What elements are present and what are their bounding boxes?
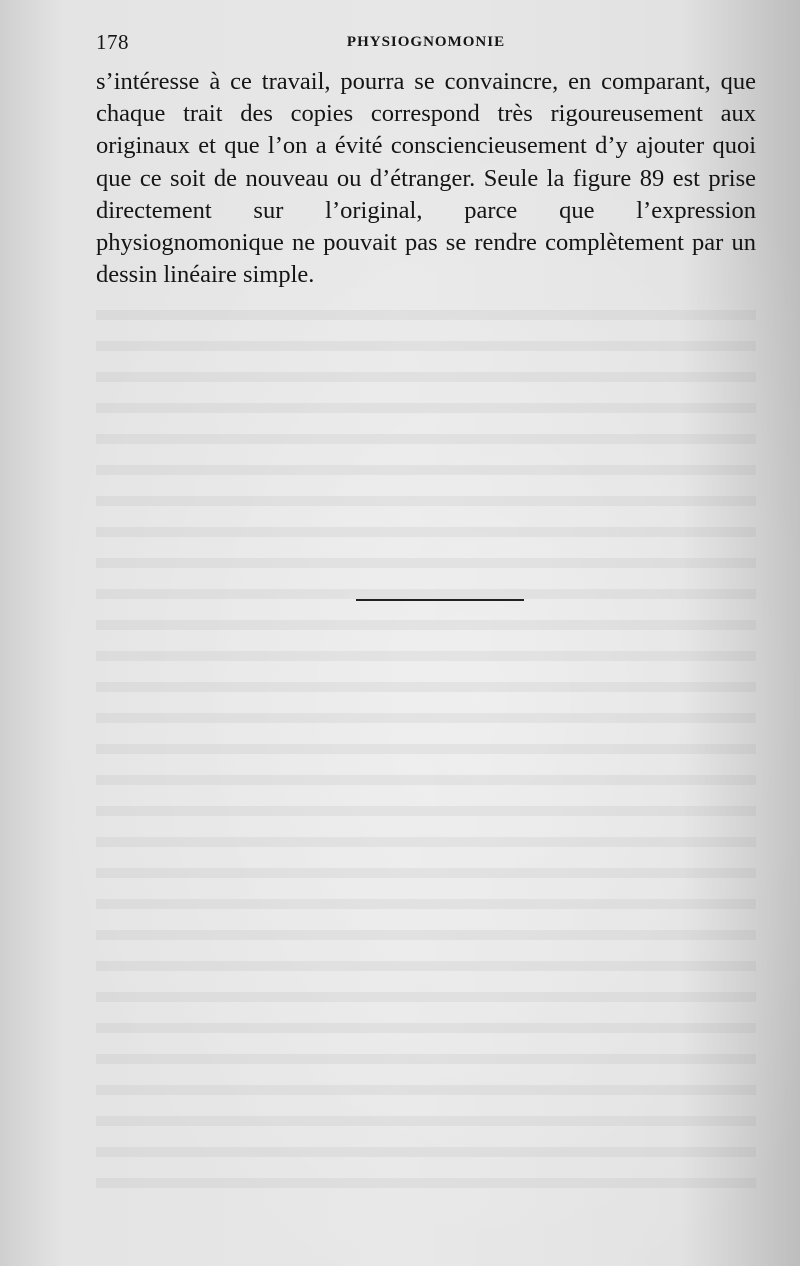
bleed-through-texture xyxy=(96,296,756,1196)
main-text-block xyxy=(96,66,756,291)
section-divider-rule xyxy=(356,599,524,601)
page-header xyxy=(96,30,756,56)
body-paragraph: s’intéresse à ce travail, pourra se convaincre, en comparant, que chaque trait des copies correspond très rigoureusement aux originaux et que l’on a évité consciencieusement d’y ajouter quoi que ce soit de nouveau ou d’étranger. Seule la figure 89 est prise directement sur l’original, parce que l’expression physiognomonique ne pouvait pas se rendre complètement par un dessin linéaire simple. xyxy=(96,68,756,289)
page-number: 178 xyxy=(96,30,129,54)
running-title: PHYSIOGNOMONIE xyxy=(346,34,506,50)
